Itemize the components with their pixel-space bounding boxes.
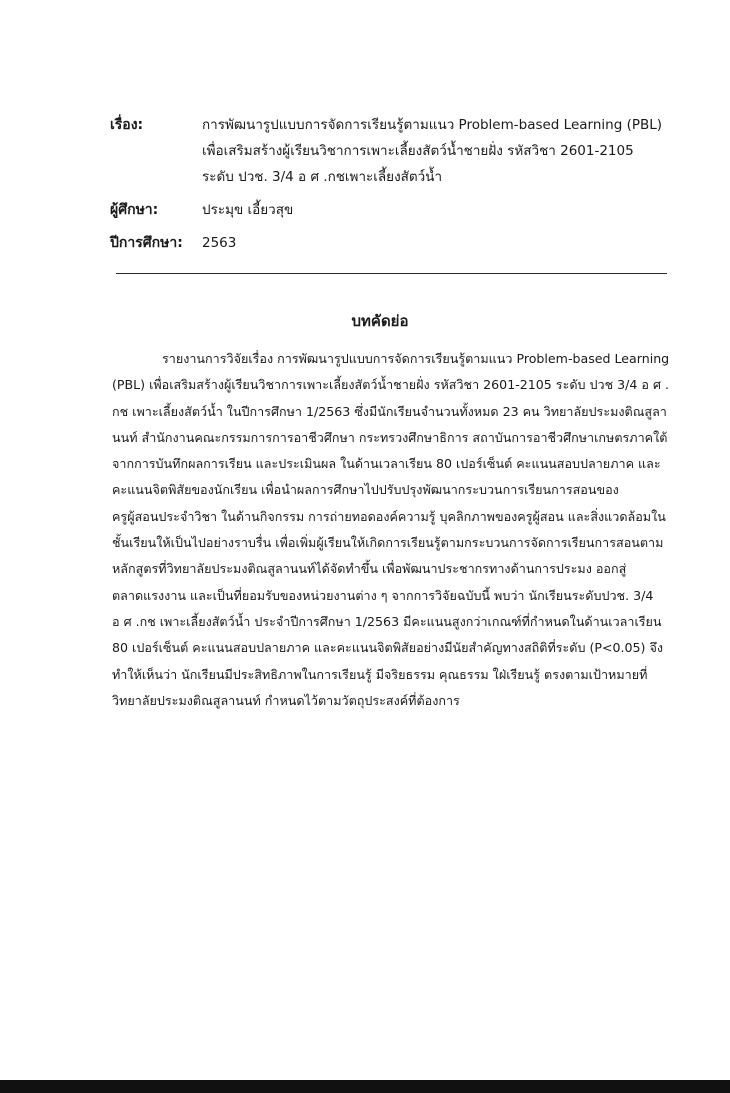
abstract-line: หลักสูตรที่วิทยาลัยประมงติณสูลานนท์ได้จัดทำขึ้น เพื่อพัฒนาประชากรทางด้านการประมง ออกสู่ (112, 561, 627, 577)
subject-line: ระดับ ปวช. 3/4 อ ศ .กชเพาะเลี้ยงสัตว์น้ำ (202, 169, 443, 185)
academic-year: 2563 (202, 235, 237, 251)
year-label: ปีการศึกษา: (110, 235, 183, 251)
abstract-body (112, 346, 672, 714)
year-values (202, 230, 690, 256)
year-row (110, 230, 690, 256)
researcher-values (202, 197, 690, 223)
abstract-line: ทำให้เห็นว่า นักเรียนมีประสิทธิภาพในการเรียนรู้ มีจริยธรรม คุณธรรม ใฝ่เรียนรู้ ตรงตามเป้าหมายที่ (112, 666, 648, 682)
document-header (110, 112, 690, 263)
abstract-line: อ ศ .กช เพาะเลี้ยงสัตว์น้ำ ประจำปีการศึกษา 1/2563 มีคะแนนสูงกว่าเกณฑ์ที่กำหนดในด้านเวลาเรียน (112, 613, 662, 629)
abstract-line: ตลาดแรงงาน และเป็นที่ยอมรับของหน่วยงานต่าง ๆ จากการวิจัยฉบับนี้ พบว่า นักเรียนระดับปวช. 3/4 (112, 587, 654, 603)
abstract-line: จากการบันทึกผลการเรียน และประเมินผล ในด้านเวลาเรียน 80 เปอร์เซ็นต์ คะแนนสอบปลายภาค และ (112, 456, 661, 472)
researcher-name: ประมุข เอี้ยวสุข (202, 202, 294, 218)
subject-label: เรื่อง: (110, 117, 144, 133)
subject-row (110, 112, 690, 190)
abstract-line: 80 เปอร์เซ็นต์ คะแนนสอบปลายภาค และคะแนนจิตพิสัยอย่างมีนัยสำคัญทางสถิติที่ระดับ (P<0.05) จึง (112, 640, 664, 656)
horizontal-divider (116, 273, 667, 274)
abstract-line: ครูผู้สอนประจำวิชา ในด้านกิจกรรม การถ่ายทอดองค์ความรู้ บุคลิกภาพของครูผู้สอน และสิ่งแวดล้อมใน (112, 508, 666, 524)
subject-values (202, 112, 690, 190)
researcher-label: ผู้ศึกษา: (110, 202, 159, 218)
abstract-line: ชั้นเรียนให้เป็นไปอย่างราบรื่น เพื่อเพิ่มผู้เรียนให้เกิดการเรียนรู้ตามกระบวนการจัดการเรียนการสอนตาม (112, 535, 664, 551)
abstract-line: กช เพาะเลี้ยงสัตว์น้ำ ในปีการศึกษา 1/2563 ซึ่งมีนักเรียนจำนวนทั้งหมด 23 คน วิทยาลัยประมงติณสูลา (112, 403, 667, 419)
abstract-line: คะแนนจิตพิสัยของนักเรียน เพื่อนำผลการศึกษาไปปรับปรุงพัฒนากระบวนการเรียนการสอนของ (112, 482, 619, 498)
bottom-edge-bar (0, 1080, 730, 1093)
abstract-line: วิทยาลัยประมงติณสูลานนท์ กำหนดไว้ตามวัตถุประสงค์ที่ต้องการ (112, 692, 460, 708)
subject-line: เพื่อเสริมสร้างผู้เรียนวิชาการเพาะเลี้ยงสัตว์น้ำชายฝั่ง รหัสวิชา 2601-2105 (202, 143, 634, 159)
abstract-line: นนท์ สำนักงานคณะกรรมการการอาชีวศึกษา กระทรวงศึกษาธิการ สถาบันการอาชีวศึกษาเกษตรภาคใต้ (112, 429, 668, 445)
subject-line: การพัฒนารูปแบบการจัดการเรียนรู้ตามแนว Problem-based Learning (PBL) (202, 117, 663, 133)
abstract-line: (PBL) เพื่อเสริมสร้างผู้เรียนวิชาการเพาะเลี้ยงสัตว์น้ำชายฝั่ง รหัสวิชา 2601-2105 ระดับ ปวช 3/4 อ ศ . (112, 377, 669, 393)
abstract-title: บทคัดย่อ (351, 312, 409, 330)
researcher-row (110, 197, 690, 223)
abstract-line: รายงานการวิจัยเรื่อง การพัฒนารูปแบบการจัดการเรียนรู้ตามแนว Problem-based Learning (162, 351, 670, 366)
